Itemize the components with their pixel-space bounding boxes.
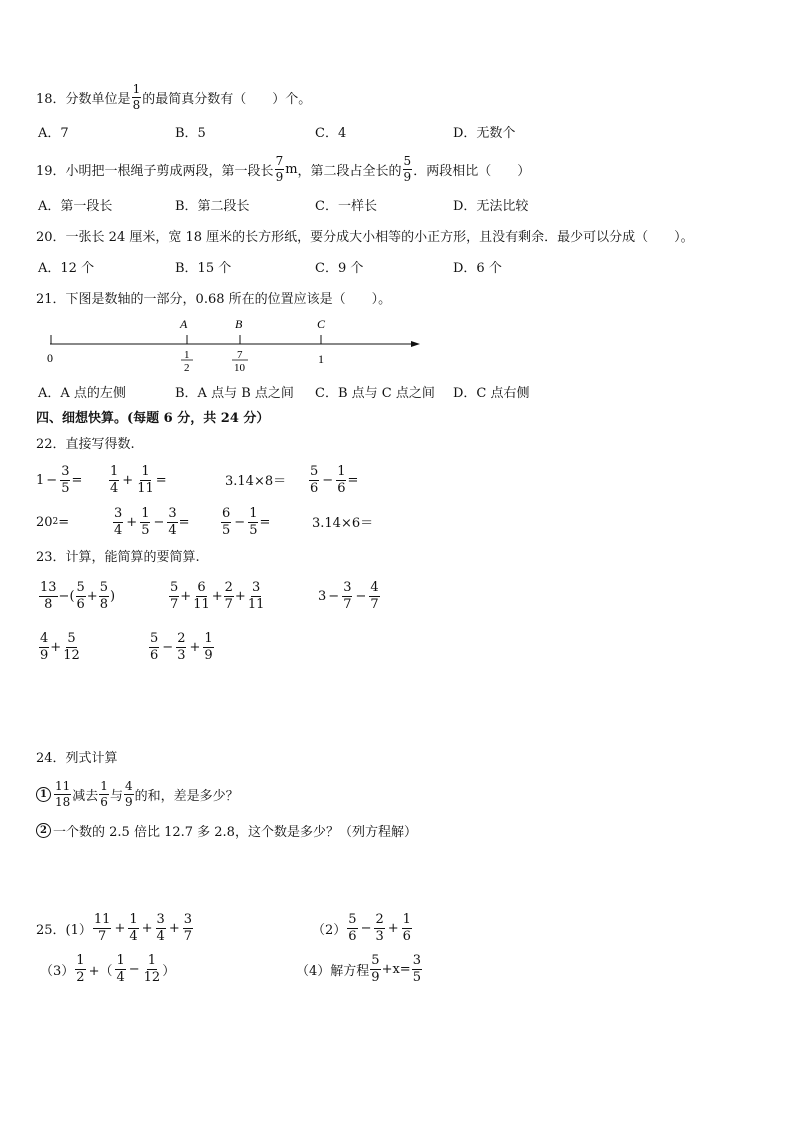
point-label-a: A bbox=[180, 317, 188, 331]
q25-part-2: （2） $\frac{5}{6}$ − $\frac{2}{3}$ + $\frac{1}{6}$ bbox=[312, 911, 411, 944]
q18-option-c[interactable]: C．4 bbox=[315, 126, 347, 141]
q19-text-a: 小明把一根绳子剪成两段，第一段长 bbox=[65, 163, 274, 179]
number-line-arrow bbox=[411, 341, 420, 347]
circled-number-icon: 1 bbox=[36, 787, 51, 802]
fraction: $\frac{5}{9}$ bbox=[403, 153, 412, 184]
q20-option-d[interactable]: D．6 个 bbox=[453, 261, 502, 276]
tick-label-a-den: 2 bbox=[184, 362, 190, 374]
q19-unit: m bbox=[285, 161, 298, 177]
q19-text-b: ，第二段占全长的 bbox=[297, 163, 402, 179]
q25-part-4: （4）解方程 $\frac{5}{9}$ +x= $\frac{3}{5}$ bbox=[296, 952, 421, 985]
q23-expr-5: $\frac{5}{6}$ − $\frac{2}{3}$ + $\frac{1}{9}$ bbox=[150, 630, 213, 663]
q18-stem bbox=[36, 82, 311, 112]
q19-option-c[interactable]: C．一样长 bbox=[315, 199, 377, 214]
tick-label-a-num: 1 bbox=[184, 349, 190, 361]
tick-label-zero: 0 bbox=[47, 351, 53, 365]
tick-label-b-den: 10 bbox=[234, 362, 245, 374]
q19-stem bbox=[36, 154, 530, 184]
tick-label-c: 1 bbox=[318, 352, 324, 366]
q22-expr-6: $\frac{3}{4}$ + $\frac{1}{5}$ − $\frac{3}{4}$ = bbox=[114, 505, 190, 538]
q24-item-2: 2 一个数的 2.5 倍比 12.7 多 2.8，这个数是多少？（列方程解） bbox=[36, 815, 417, 845]
q23-expr-3: 3 − $\frac{3}{7}$ − $\frac{4}{7}$ bbox=[318, 579, 379, 612]
q18-text-a: 分数单位是 bbox=[65, 91, 131, 107]
q25-part-1: 25． (1） $\frac{11}{7}$ + $\frac{1}{4}$ + $\frac{3}{4}$ + $\frac{3}{7}$ bbox=[36, 911, 192, 944]
q20-option-c[interactable]: C．9 个 bbox=[315, 261, 364, 276]
q18-option-b[interactable]: B．5 bbox=[175, 126, 206, 141]
q24-title: 24．列式计算 bbox=[36, 751, 118, 766]
q23-expr-4: $\frac{4}{9}$ + $\frac{5}{12}$ bbox=[40, 630, 80, 663]
q18-option-a[interactable]: A．7 bbox=[38, 126, 69, 141]
fraction: $\frac{7}{9}$ bbox=[275, 153, 284, 184]
q19-option-a[interactable]: A．第一段长 bbox=[38, 199, 113, 214]
q19-option-d[interactable]: D．无法比较 bbox=[453, 199, 529, 214]
q21-stem: 21．下图是数轴的一部分，0.68 所在的位置应该是（ ）。 bbox=[36, 292, 392, 307]
q19-number: 19． bbox=[36, 163, 66, 179]
q19-option-b[interactable]: B．第二段长 bbox=[175, 199, 250, 214]
q22-expr-3: 3.14×8＝ bbox=[225, 474, 287, 489]
q18-number: 18． bbox=[36, 91, 66, 107]
q20-option-a[interactable]: A．12 个 bbox=[38, 261, 95, 276]
q22-expr-8: 3.14×6＝ bbox=[312, 516, 374, 531]
point-label-c: C bbox=[317, 317, 326, 331]
q23-expr-2: $\frac{5}{7}$ + $\frac{6}{11}$ + $\frac{2}{7}$ + $\frac{3}{11}$ bbox=[170, 579, 265, 612]
q21-option-d[interactable]: D．C 点右侧 bbox=[453, 386, 530, 401]
q23-title: 23．计算，能简算的要简算. bbox=[36, 550, 200, 565]
number-line bbox=[30, 314, 430, 376]
q22-expr-7: $\frac{6}{5}$ − $\frac{1}{5}$ = bbox=[222, 505, 271, 538]
q20-option-b[interactable]: B．15 个 bbox=[175, 261, 232, 276]
q18-option-d[interactable]: D．无数个 bbox=[453, 126, 516, 141]
section-heading: 四、细想快算。(每题 6 分，共 24 分） bbox=[36, 411, 270, 426]
q21-option-b[interactable]: B．A 点与 B 点之间 bbox=[175, 386, 294, 401]
q24-item-1: 1 $\frac{11}{18}$ 减去 $\frac{1}{6}$ 与 $\frac{4}{9}$ 的和，差是多少？ bbox=[36, 779, 239, 809]
q23-expr-1: $\frac{13}{8}$ −( $\frac{5}{6}$ + $\frac{5}{8}$ ) bbox=[40, 579, 116, 612]
q22-expr-2: $\frac{1}{4}$ + $\frac{1}{11}$ = bbox=[110, 463, 167, 496]
q22-expr-5: 20 2 = bbox=[36, 514, 70, 530]
q22-title: 22．直接写得数. bbox=[36, 437, 135, 452]
q25-part-3: （3） $\frac{1}{2}$ +（ $\frac{1}{4}$ − $\frac{1}{12}$ ） bbox=[40, 952, 176, 985]
q21-option-a[interactable]: A．A 点的左侧 bbox=[38, 386, 126, 401]
circled-number-icon: 2 bbox=[36, 823, 51, 838]
q21-option-c[interactable]: C．B 点与 C 点之间 bbox=[315, 386, 435, 401]
q22-expr-1: 1 − $\frac{3}{5}$ = bbox=[36, 463, 83, 496]
q22-expr-4: $\frac{5}{6}$ − $\frac{1}{6}$ = bbox=[310, 463, 359, 496]
point-label-b: B bbox=[235, 317, 243, 331]
q20-stem: 20．一张长 24 厘米，宽 18 厘米的长方形纸，要分成大小相等的小正方形，且没有剩余．最少可以分成（ ）。 bbox=[36, 230, 694, 245]
q18-text-b: 的最简真分数有（ ）个。 bbox=[142, 91, 312, 107]
q19-text-c: ．两段相比（ ） bbox=[413, 163, 531, 179]
fraction: $\frac{1}{8}$ bbox=[132, 81, 141, 112]
tick-label-b-num: 7 bbox=[237, 349, 243, 361]
